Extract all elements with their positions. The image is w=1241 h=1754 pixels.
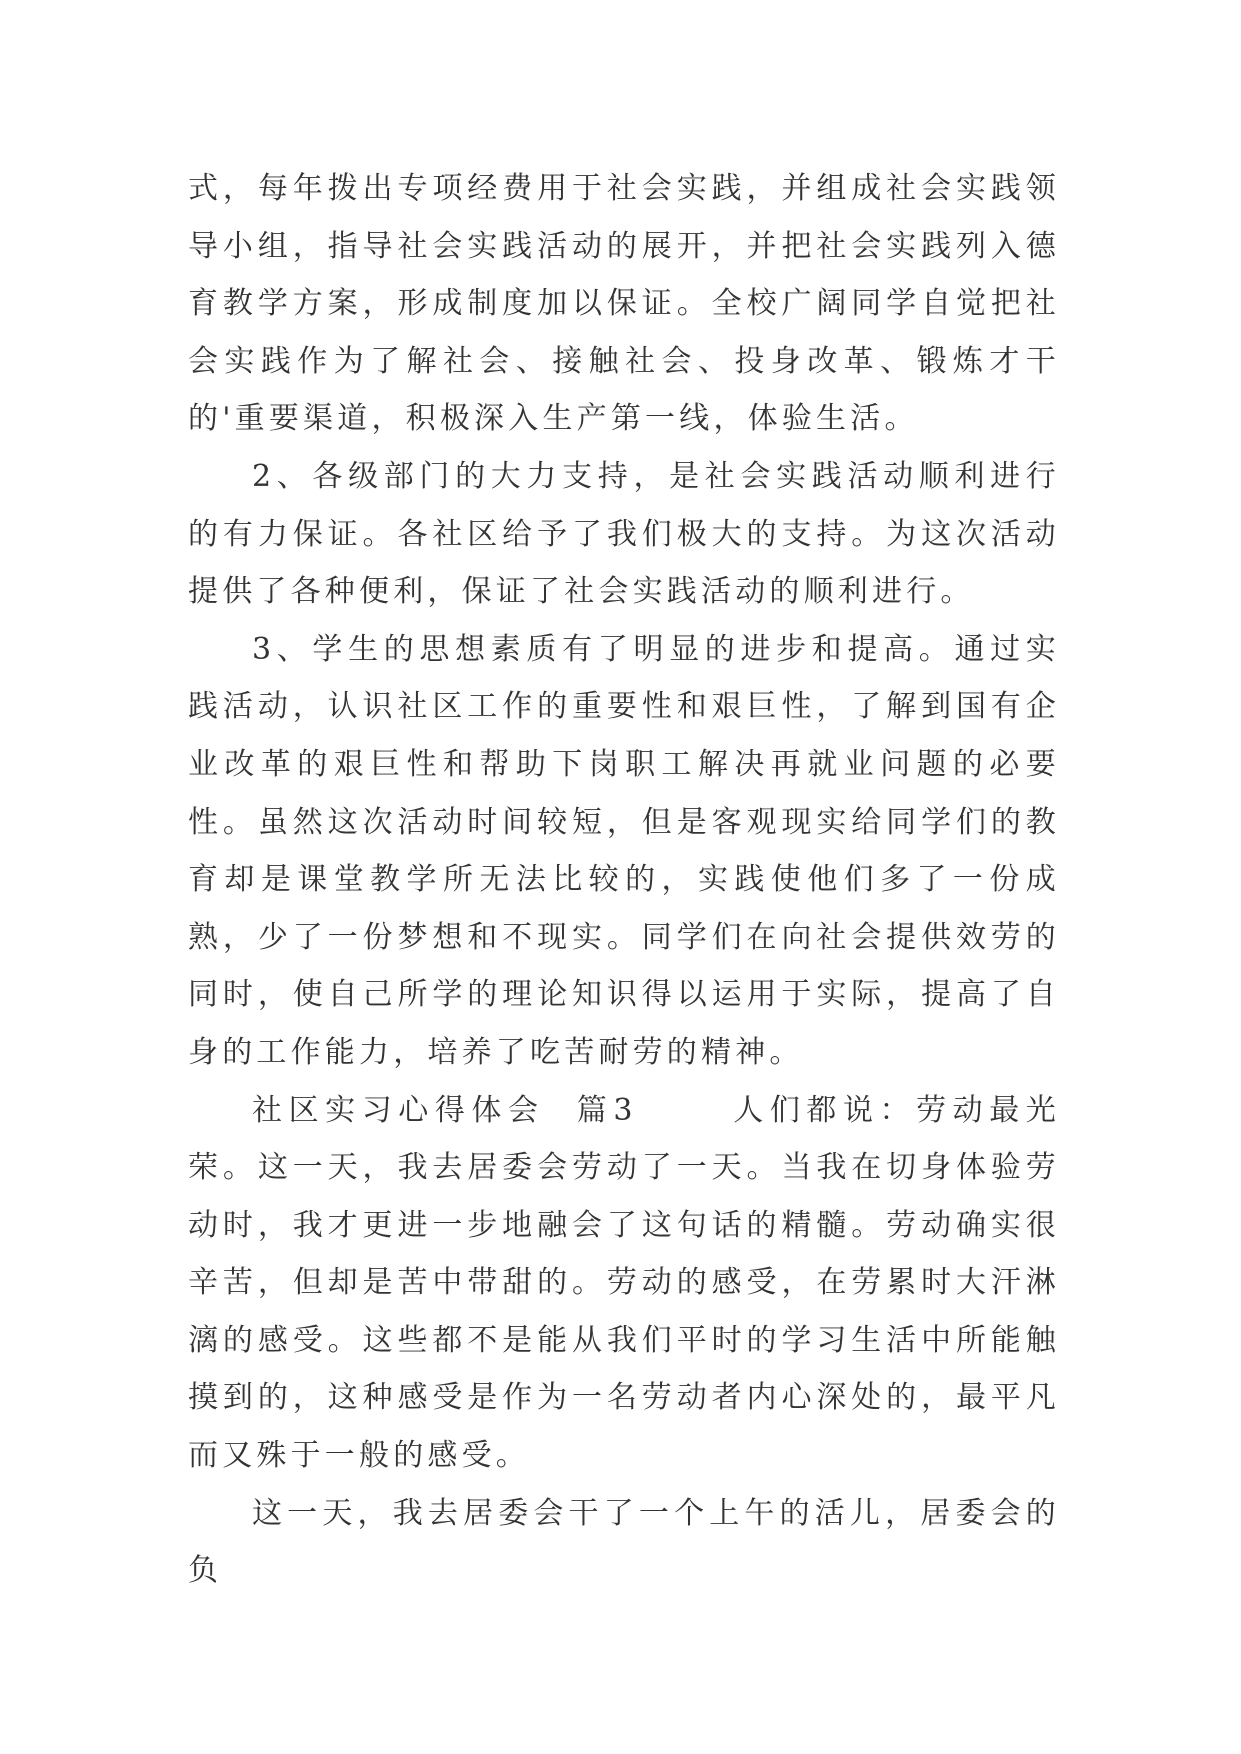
paragraph-1: 式，每年拨出专项经费用于社会实践，并组成社会实践领导小组，指导社会实践活动的展开，并把社会实践列入德育教学方案，形成制度加以保证。全校广阔同学自觉把社会实践作为了解社会、接触社会、投身改革、锻炼才干的'重要渠道，积极深入生产第一线，体验生活。 xyxy=(188,171,1060,437)
paragraph-4: 社区实习心得体会 篇3 人们都说：劳动最光荣。这一天，我去居委会劳动了一天。当我在切身体验劳动时，我才更进一步地融会了这句话的精髓。劳动确实很辛苦，但却是苦中带甜的。劳动的感受，在劳累时大汗淋漓的感受。这些都不是能从我们平时的学习生活中所能触摸到的，这种感受是作为一名劳动者内心深处的，最平凡而又殊于一般的感受。 xyxy=(188,1092,1060,1474)
body-text xyxy=(188,160,1060,1600)
paragraph-5: 这一天，我去居委会干了一个上午的活儿，居委会的负 xyxy=(188,1495,1060,1589)
paragraph-2: 2、各级部门的大力支持，是社会实践活动顺利进行的有力保证。各社区给予了我们极大的支持。为这次活动提供了各种便利，保证了社会实践活动的顺利进行。 xyxy=(188,458,1060,610)
paragraph-3: 3、学生的思想素质有了明显的进步和提高。通过实践活动，认识社区工作的重要性和艰巨性，了解到国有企业改革的艰巨性和帮助下岗职工解决再就业问题的必要性。虽然这次活动时间较短，但是客观现实给同学们的教育却是课堂教学所无法比较的，实践使他们多了一份成熟，少了一份梦想和不现实。同学们在向社会提供效劳的同时，使自己所学的理论知识得以运用于实际，提高了自身的工作能力，培养了吃苦耐劳的精神。 xyxy=(188,631,1060,1070)
